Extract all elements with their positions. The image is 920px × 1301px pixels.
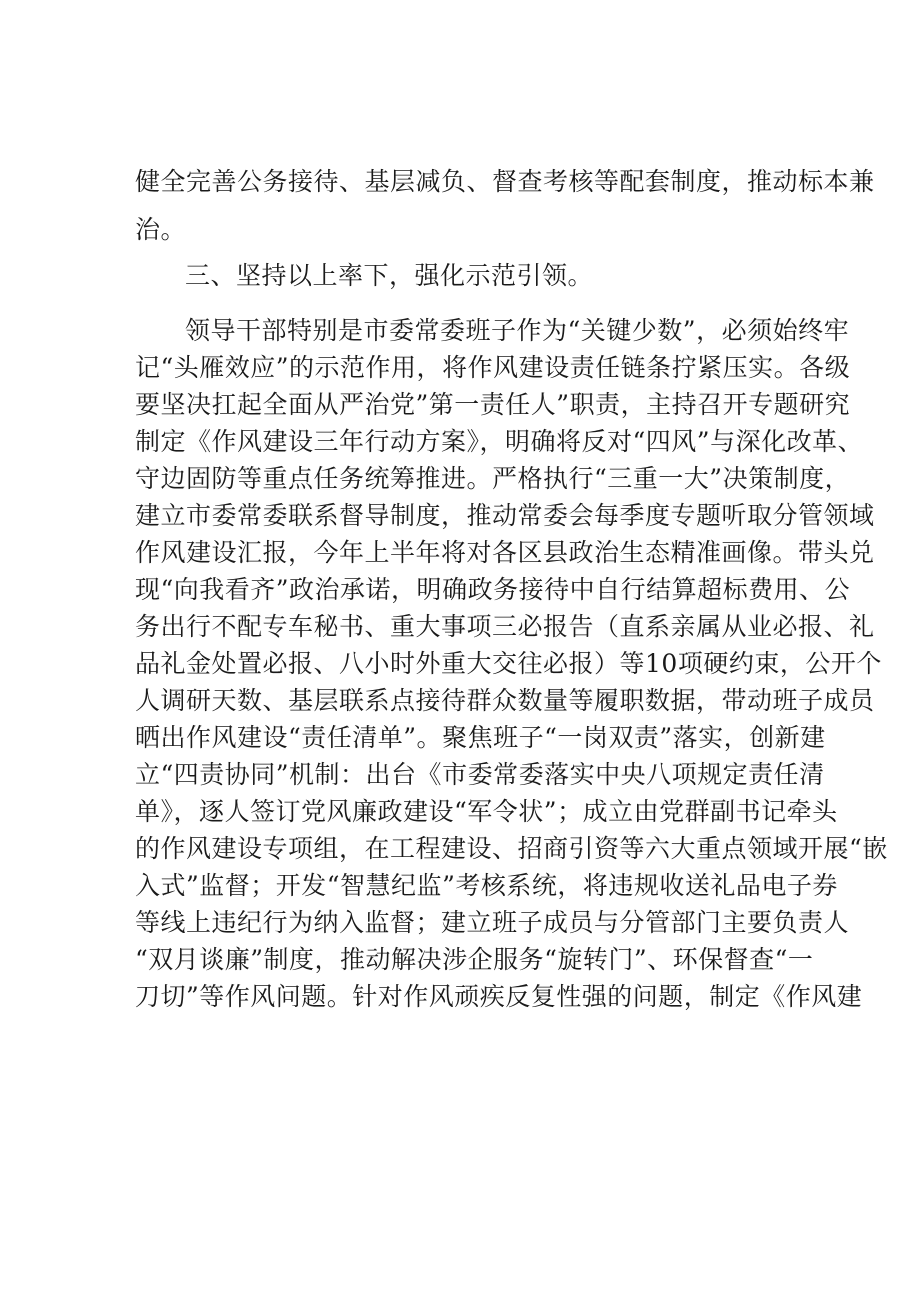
body-text-line: 要坚决扛起全面从严治党”第一责任人”职责，主持召开专题研究 [135, 390, 851, 419]
section-heading: 三、坚持以上率下，强化示范引领。 [185, 261, 594, 290]
body-text-line: “双月谈廉”制度，推动解决涉企服务“旋转门”、环保督查“一 [135, 945, 814, 974]
body-text-line: 人调研天数、基层联系点接待群众数量等履职数据，带动班子成员 [135, 686, 875, 715]
body-text-line: 刀切”等作风问题。针对作风顽疾反复性强的问题，制定《作风建 [135, 982, 863, 1011]
body-text-line: 健全完善公务接待、基层减负、督查考核等配套制度，推动标本兼 [135, 167, 875, 196]
body-text-line: 单》，逐人签订党风廉政建设“军令状”；成立由党群副书记牵头 [135, 797, 838, 826]
body-text-line: 记“头雁效应”的示范作用，将作风建设责任链条拧紧压实。各级 [135, 353, 851, 382]
body-text-line: 入式”监督；开发“智慧纪监”考核系统，将违规收送礼品电子券 [135, 871, 838, 900]
body-text-line: 领导干部特别是市委常委班子作为“关键少数”，必须始终牢 [185, 316, 850, 345]
body-text-line: 守边固防等重点任务统筹推进。严格执行“三重一大”决策制度， [135, 464, 851, 493]
body-text-line: 治。 [135, 215, 187, 244]
body-text-line: 等线上违纪行为纳入监督；建立班子成员与分管部门主要负责人 [135, 908, 850, 937]
body-text-line: 立“四责协同”机制：出台《市委常委落实中央八项规定责任清 [135, 760, 825, 789]
body-text-line: 晒出作风建设“责任清单”。聚焦班子“一岗双责”落实，创新建 [135, 723, 826, 752]
body-text-line: 建立市委常委联系督导制度，推动常委会每季度专题听取分管领域 [135, 501, 875, 530]
body-text-line: 现“向我看齐”政治承诺，明确政务接待中自行结算超标费用、公 [135, 575, 851, 604]
body-text-line: 制定《作风建设三年行动方案》，明确将反对“四风”与深化改革、 [135, 427, 864, 456]
body-text-line: 的作风建设专项组，在工程建设、招商引资等六大重点领域开展“嵌 [135, 834, 888, 863]
body-text-line: 品礼金处置必报、八小时外重大交往必报）等10项硬约束，公开个 [135, 649, 882, 678]
body-text-line: 作风建设汇报，今年上半年将对各区县政治生态精准画像。带头兑 [135, 538, 875, 567]
body-text-line: 务出行不配专车秘书、重大事项三必报告（直系亲属从业必报、礼 [135, 612, 875, 641]
